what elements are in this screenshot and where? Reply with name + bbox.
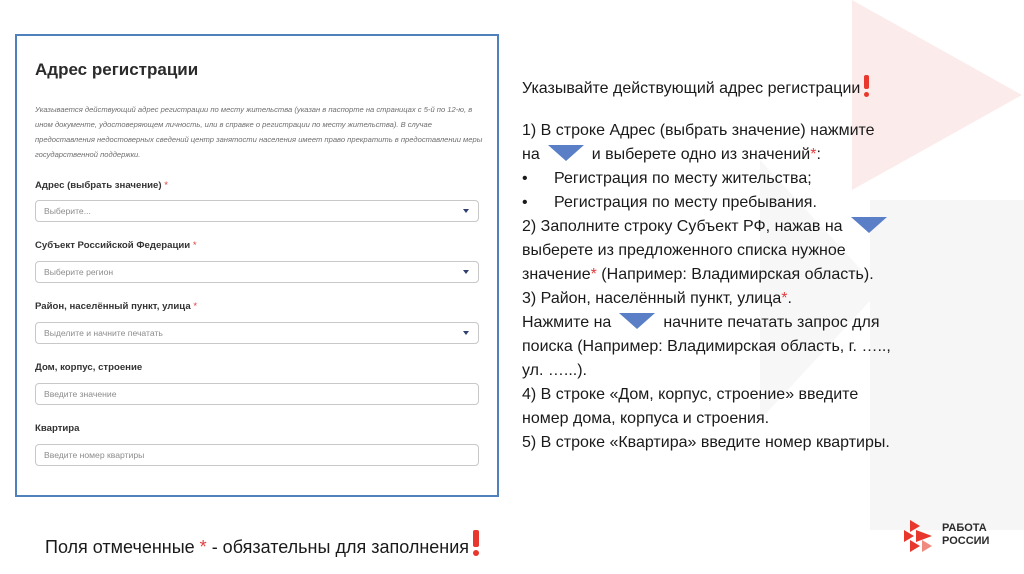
instructions-heading: Указывайте действующий адрес регистрации: [522, 75, 992, 101]
bullet-item: • Регистрация по месту пребывания.: [522, 194, 817, 211]
address-type-label: Адрес (выбрать значение) *: [35, 180, 168, 191]
apartment-label: Квартира: [35, 423, 80, 434]
address-type-select[interactable]: Выберите...: [35, 200, 479, 222]
step-5: 5) В строке «Квартира» введите номер квартиры.: [522, 434, 890, 451]
form-note: Указывается действующий адрес регистрации по месту жительства (указан в паспорте на страницах с 5-й по 12-ю, в ином документе, удостоверяющем личность, или в справке о регистрации по месту жительства). В случае предоставления недостоверных сведений центр занятости населения имеет право прекратить в предоставлении меры государственной поддержки.: [35, 105, 483, 159]
exclamation-icon: [860, 75, 874, 97]
house-input[interactable]: Введите значение: [35, 383, 479, 405]
region-select[interactable]: Выберите регион: [35, 261, 479, 283]
logo-text-line: РОССИИ: [942, 535, 990, 547]
caret-down-icon: [463, 270, 469, 274]
dropdown-triangle-icon: [548, 145, 584, 161]
dropdown-triangle-icon: [619, 313, 655, 329]
logo-text-line: РАБОТА: [942, 522, 987, 534]
locality-label: Район, населённый пункт, улица *: [35, 301, 198, 312]
caret-down-icon: [463, 331, 469, 335]
apartment-input[interactable]: Введите номер квартиры: [35, 444, 479, 466]
step-4: 4) В строке «Дом, корпус, строение» введите: [522, 386, 859, 403]
rabota-rossii-logo: [902, 516, 1012, 560]
form-title: Адрес регистрации: [35, 60, 199, 79]
logo-mark-icon: [902, 518, 938, 554]
step-2: 2) Заполните строку Субъект РФ, нажав на: [522, 215, 992, 239]
step-3: 3) Район, населённый пункт, улица*.: [522, 290, 792, 307]
required-fields-note: Поля отмеченные * - обязательны для заполнения: [45, 530, 483, 558]
address-form-panel: [15, 34, 499, 497]
region-label: Субъект Российской Федерации *: [35, 240, 197, 251]
house-label: Дом, корпус, строение: [35, 362, 143, 373]
caret-down-icon: [463, 209, 469, 213]
exclamation-icon: [469, 530, 483, 556]
step-1: 1) В строке Адрес (выбрать значение) нажмите: [522, 122, 875, 139]
locality-select[interactable]: Выделите и начните печатать: [35, 322, 479, 344]
bullet-item: • Регистрация по месту жительства;: [522, 170, 812, 187]
dropdown-triangle-icon: [851, 217, 887, 233]
instructions: Указывайте действующий адрес регистрации 1) В строке Адрес (выбрать значение) нажмите на и выберете одно из значений*: • Регистрация по месту жительства; • Регистрация по месту пребывания. 2) Заполните строку Субъект РФ, нажав на выберете из предложенного списка нужное значение* (Например: Владимирская область). 3) Район, населённый пункт, улица*. Нажмите на начните печатать запрос для поиска (Например: Владимирская область, г. ….., ул. …...). 4) В строке «Дом, корпус, строение» введите номер дома, корпуса и строения. 5) В строке «Квартира» введите номер квартиры.: [522, 75, 992, 455]
